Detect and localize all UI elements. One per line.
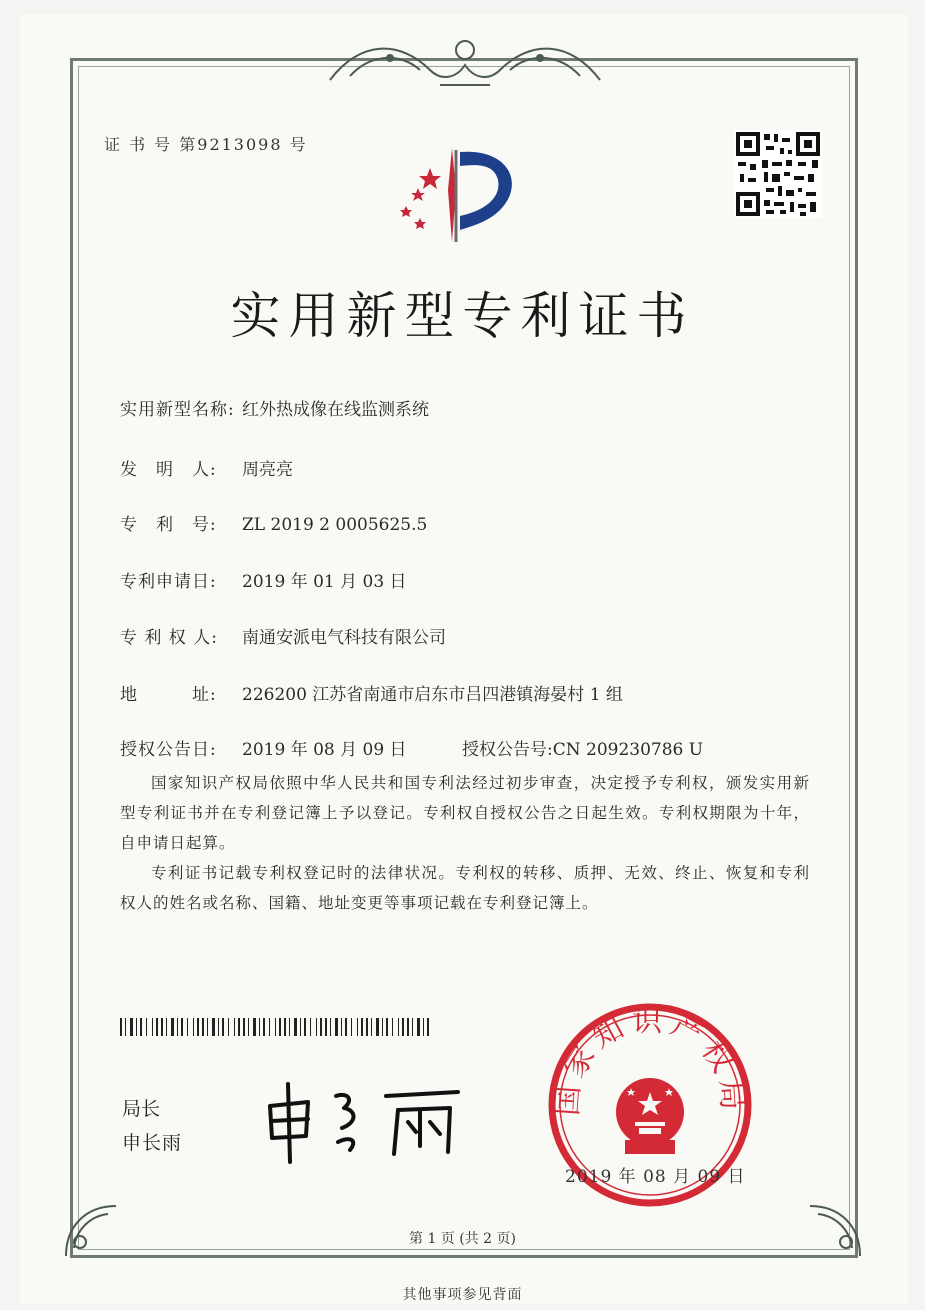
director-name: 申长雨 (122, 1132, 183, 1154)
field-label: 实用新型名称: (120, 400, 235, 420)
field-label: 专 利 号: (120, 515, 217, 535)
qr-code-icon (734, 130, 822, 218)
field-utility-model-name (120, 395, 429, 420)
certificate-title: 实用新型专利证书 (230, 287, 695, 345)
field-value: 周亮亮 (242, 460, 293, 480)
director-title: 局长 (122, 1098, 161, 1120)
field-value: 红外热成像在线监测系统 (242, 400, 429, 420)
field-value: 226200 江苏省南通市启东市吕四港镇海晏村 1 组 (242, 685, 623, 705)
field-value: CN 209230786 U (552, 740, 704, 760)
barcode-icon (120, 1018, 432, 1036)
field-value: ZL 2019 2 0005625.5 (242, 515, 428, 535)
field-inventor (120, 455, 293, 480)
field-label: 专 利 权 人: (120, 628, 218, 648)
page-number: 第 1 页 (共 2 页) (409, 1231, 516, 1247)
field-address (120, 680, 623, 705)
top-ornament-icon (320, 30, 610, 90)
seal-date: 2019 年 08 月 09 日 (565, 1167, 746, 1187)
field-value: 2019 年 08 月 09 日 (242, 740, 407, 760)
field-grant-number (462, 735, 703, 760)
field-filing-date (120, 567, 407, 592)
field-grant-date (120, 735, 407, 760)
field-patent-number (120, 510, 427, 535)
certificate-number: 证 书 号 第9213098 号 (104, 135, 308, 154)
handwritten-signature-icon (258, 1066, 468, 1166)
footer-note: 其他事项参见背面 (402, 1287, 523, 1303)
field-patentee (120, 623, 446, 648)
field-label: 地 址: (120, 685, 217, 705)
field-value: 南通安派电气科技有限公司 (242, 628, 446, 648)
seal-text: 国家知识产权局 (550, 1004, 750, 1117)
field-value: 2019 年 01 月 03 日 (242, 572, 407, 592)
field-label: 授权公告号: (462, 740, 553, 760)
body-paragraph-1: 国家知识产权局依照中华人民共和国专利法经过初步审查，决定授予专利权，颁发实用新型专利证书并在专利登记簿上予以登记。专利权自授权公告之日起生效。专利权期限为十年，自申请日起算。 (120, 774, 810, 852)
field-label: 专利申请日: (120, 572, 217, 592)
body-paragraph-2: 专利证书记载专利权登记时的法律状况。专利权的转移、质押、无效、终止、恢复和专利权人的姓名或名称、国籍、地址变更等事项记载在专利登记簿上。 (120, 864, 810, 912)
field-label: 授权公告日: (120, 740, 217, 760)
field-label: 发 明 人: (120, 460, 217, 480)
patent-office-emblem-icon (390, 130, 540, 250)
